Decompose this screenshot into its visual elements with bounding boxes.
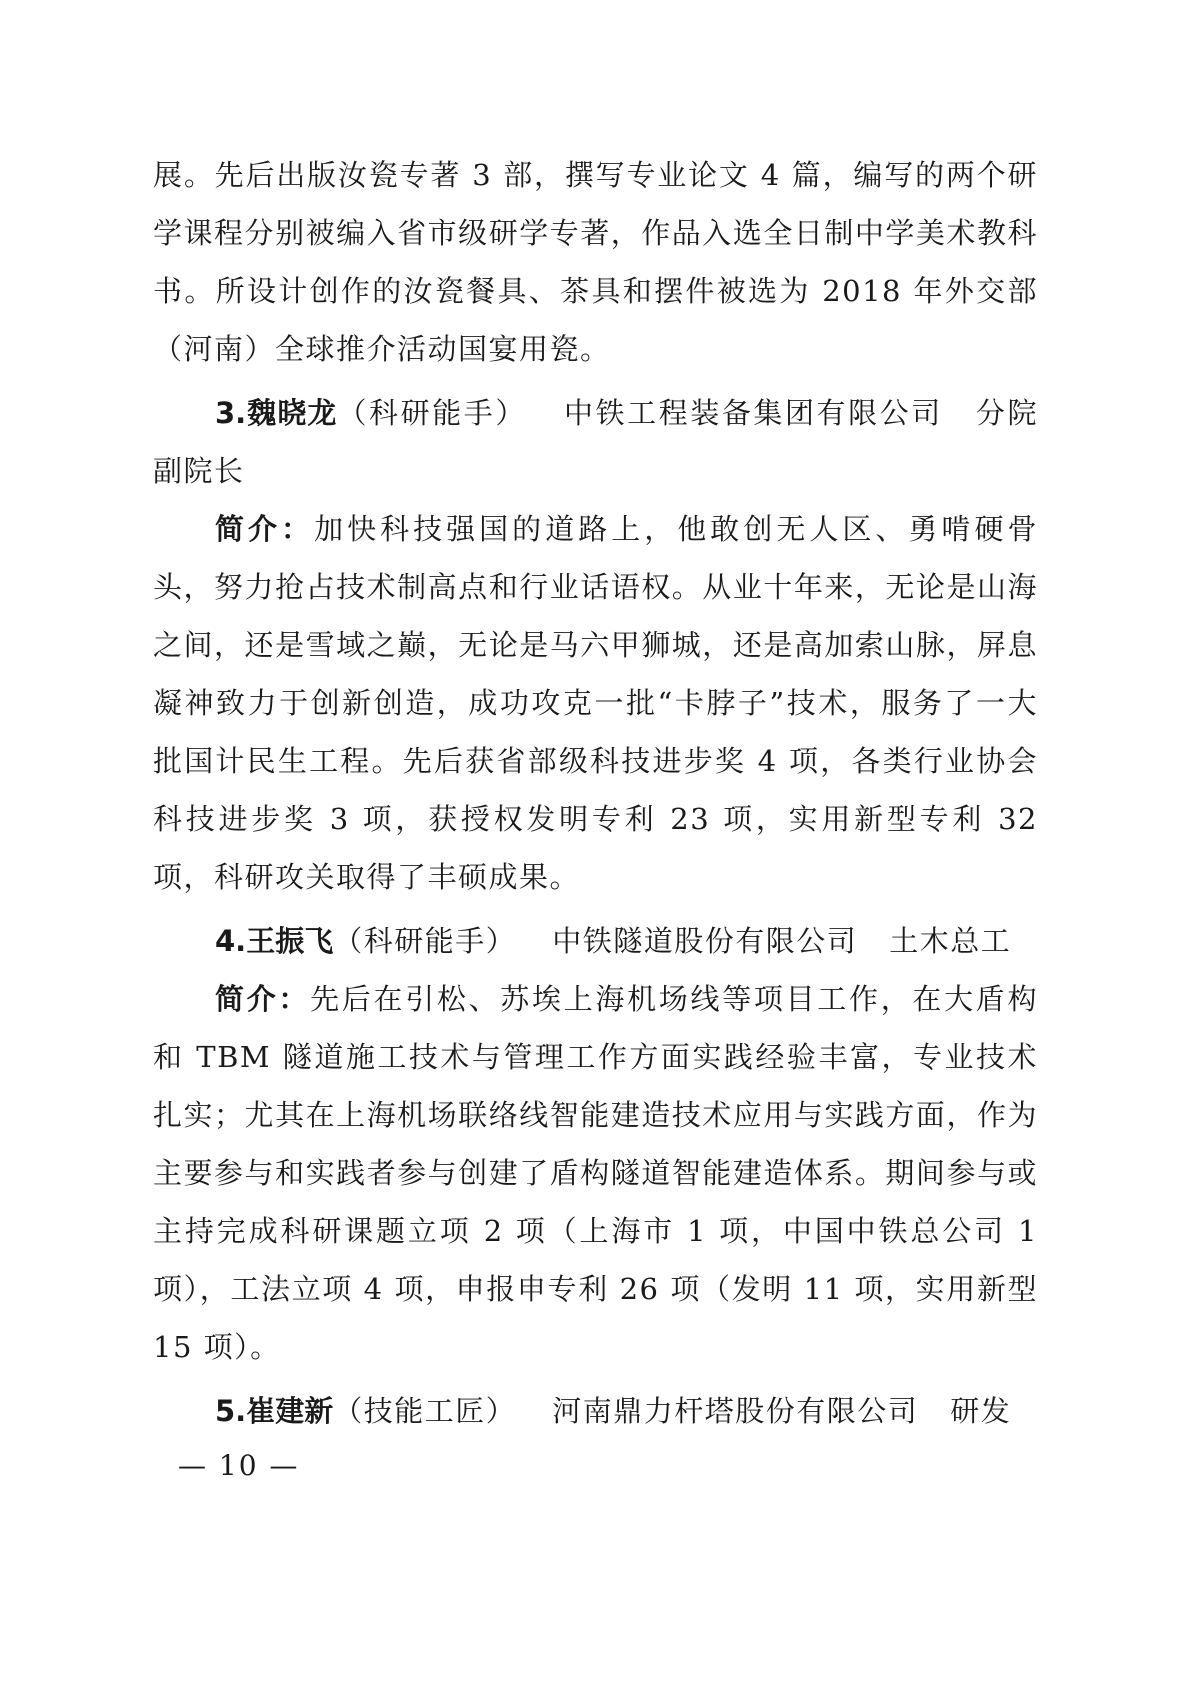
intro-label: 简介：	[215, 982, 311, 1016]
person-name: 崔建新	[246, 1394, 334, 1428]
person-entry-4-intro	[153, 970, 1038, 1376]
person-category: （技能工匠）	[333, 1394, 517, 1428]
entry-number: 5.	[215, 1394, 247, 1428]
page-number: — 10 —	[178, 1449, 300, 1482]
person-name: 王振飞	[246, 924, 334, 958]
person-organization: 中铁隧道股份有限公司	[552, 924, 858, 958]
person-entry-3-heading	[153, 384, 1038, 500]
intro-text: 先后在引松、苏埃上海机场线等项目工作，在大盾构和 TBM 隧道施工技术与管理工作方面实践经验丰富，专业技术扎实；尤其在上海机场联络线智能建造技术应用与实践方面，作为主要参与和实践者参与创建了盾构隧道智能建造体系。期间参与或主持完成科研课题立项 2 项（上海市 1 项，中国中铁总公司 1 项），工法立项 4 项，申报申专利 26 项（发明 11 项，实用新型 15 项）。	[153, 982, 1038, 1364]
person-category: （科研能手）	[337, 396, 527, 430]
person-entry-4-heading	[153, 912, 1038, 970]
person-entry-3-intro	[153, 500, 1038, 906]
person-name: 魏晓龙	[246, 396, 338, 430]
entry-number: 4.	[215, 924, 247, 958]
person-position: 分院副院长	[153, 396, 1038, 488]
person-organization: 河南鼎力杆塔股份有限公司	[552, 1394, 919, 1428]
person-position: 土木总工	[889, 924, 1012, 958]
person-category: （科研能手）	[333, 924, 517, 958]
continuation-paragraph: 展。先后出版汝瓷专著 3 部，撰写专业论文 4 篇，编写的两个研学课程分别被编入省市级研学专著，作品入选全日制中学美术教科书。所设计创作的汝瓷餐具、茶具和摆件被选为 2018 年外交部（河南）全球推介活动国宴用瓷。	[153, 158, 1038, 366]
intro-label: 简介：	[215, 512, 315, 546]
person-position: 研发	[950, 1394, 1012, 1428]
entry-number: 3.	[215, 396, 247, 430]
intro-text: 加快科技强国的道路上，他敢创无人区、勇啃硬骨头，努力抢占技术制高点和行业话语权。从业十年来，无论是山海之间，还是雪域之巅，无论是马六甲狮城，还是高加索山脉，屏息凝神致力于创新创造，成功攻克一批“卡脖子”技术，服务了一大批国计民生工程。先后获省部级科技进步奖 4 项，各类行业协会科技进步奖 3 项，获授权发明专利 23 项，实用新型专利 32 项，科研攻关取得了丰硕成果。	[153, 512, 1038, 894]
person-entry-5-heading	[153, 1382, 1038, 1440]
document-body	[153, 146, 1038, 1440]
person-organization: 中铁工程装备集团有限公司	[562, 396, 943, 430]
